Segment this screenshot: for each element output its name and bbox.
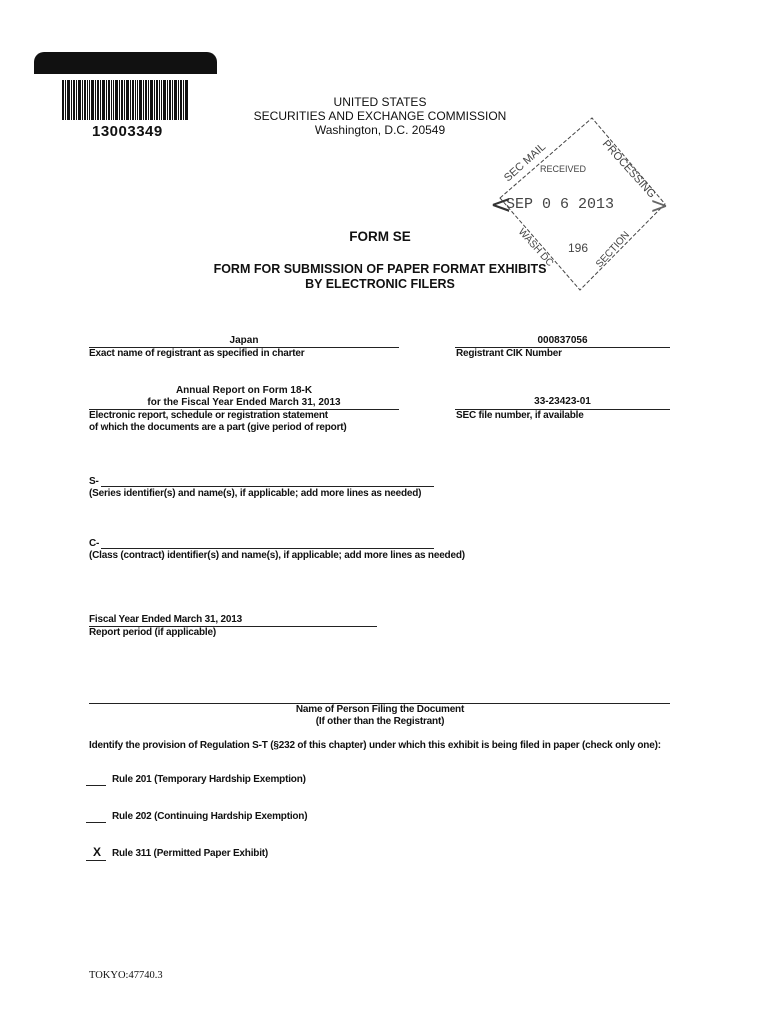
instruction-text: Identify the provision of Regulation S-T (§232 of this chapter) under which this exhibit is being filed in paper (check only one): bbox=[89, 740, 661, 751]
stamp-arc-bottom-left: WASH DC bbox=[515, 226, 556, 269]
header-line-2: SECURITIES AND EXCHANGE COMMISSION bbox=[253, 109, 507, 123]
cik-label: Registrant CIK Number bbox=[456, 348, 562, 359]
file-number-label: SEC file number, if available bbox=[456, 410, 584, 421]
barcode-image bbox=[62, 80, 190, 126]
class-label: (Class (contract) identifier(s) and name(s), if applicable; add more lines as needed) bbox=[89, 550, 465, 561]
barcode-number: 13003349 bbox=[92, 123, 163, 140]
stamp-arc-right: PROCESSING bbox=[599, 137, 658, 201]
header-line-1: UNITED STATES bbox=[333, 95, 427, 109]
rule-201-checkbox[interactable] bbox=[86, 785, 106, 786]
stamp-number: 196 bbox=[568, 241, 589, 255]
form-subtitle-line-1: FORM FOR SUBMISSION OF PAPER FORMAT EXHIBITS bbox=[213, 262, 547, 276]
form-subtitle bbox=[180, 262, 580, 292]
class-field[interactable] bbox=[101, 548, 434, 549]
stamp-date: SEP 0 6 2013 bbox=[506, 196, 615, 213]
document-reference: TOKYO:47740.3 bbox=[89, 970, 163, 981]
form-title: FORM SE bbox=[349, 229, 411, 244]
series-label: (Series identifier(s) and name(s), if applicable; add more lines as needed) bbox=[89, 488, 422, 499]
rule-311-mark[interactable]: X bbox=[92, 845, 101, 859]
period-label: Report period (if applicable) bbox=[89, 627, 216, 638]
stamp-arc-left: SEC MAIL bbox=[501, 140, 549, 185]
class-prefix: C- bbox=[89, 538, 100, 549]
rule-201-label: Rule 201 (Temporary Hardship Exemption) bbox=[112, 774, 306, 785]
stamp-arc-bottom-right: SECTION bbox=[594, 229, 632, 271]
report-label bbox=[89, 410, 347, 434]
series-field[interactable] bbox=[101, 486, 434, 487]
series-prefix: S- bbox=[89, 476, 99, 487]
stamp-right-chevron-icon: > bbox=[650, 194, 669, 219]
report-label-line-1: Electronic report, schedule or registration statement bbox=[89, 410, 328, 421]
file-number-value[interactable]: 33-23423-01 bbox=[534, 396, 591, 407]
filer-label-line-1: Name of Person Filing the Document bbox=[295, 704, 465, 715]
registrant-name-value[interactable]: Japan bbox=[229, 335, 259, 346]
report-value[interactable] bbox=[89, 385, 399, 409]
cik-value[interactable]: 000837056 bbox=[537, 335, 588, 346]
form-subtitle-line-2: BY ELECTRONIC FILERS bbox=[305, 277, 455, 291]
header-line-3: Washington, D.C. 20549 bbox=[314, 123, 446, 137]
filer-label bbox=[230, 704, 530, 728]
stamp-received: RECEIVED bbox=[540, 164, 587, 174]
registrant-name-label: Exact name of registrant as specified in charter bbox=[89, 348, 305, 359]
report-line-1: Annual Report on Form 18-K bbox=[175, 385, 313, 396]
period-value[interactable]: Fiscal Year Ended March 31, 2013 bbox=[89, 614, 242, 625]
rule-311-checkbox[interactable] bbox=[86, 860, 106, 861]
report-line-2: for the Fiscal Year Ended March 31, 2013 bbox=[147, 397, 341, 408]
filer-label-line-2: (If other than the Registrant) bbox=[315, 716, 445, 727]
rule-202-label: Rule 202 (Continuing Hardship Exemption) bbox=[112, 811, 308, 822]
header-tab bbox=[34, 52, 217, 74]
report-label-line-2: of which the documents are a part (give period of report) bbox=[89, 422, 347, 433]
rule-202-checkbox[interactable] bbox=[86, 822, 106, 823]
stamp-left-chevron-icon: < bbox=[490, 190, 512, 220]
rule-311-label: Rule 311 (Permitted Paper Exhibit) bbox=[112, 848, 269, 859]
